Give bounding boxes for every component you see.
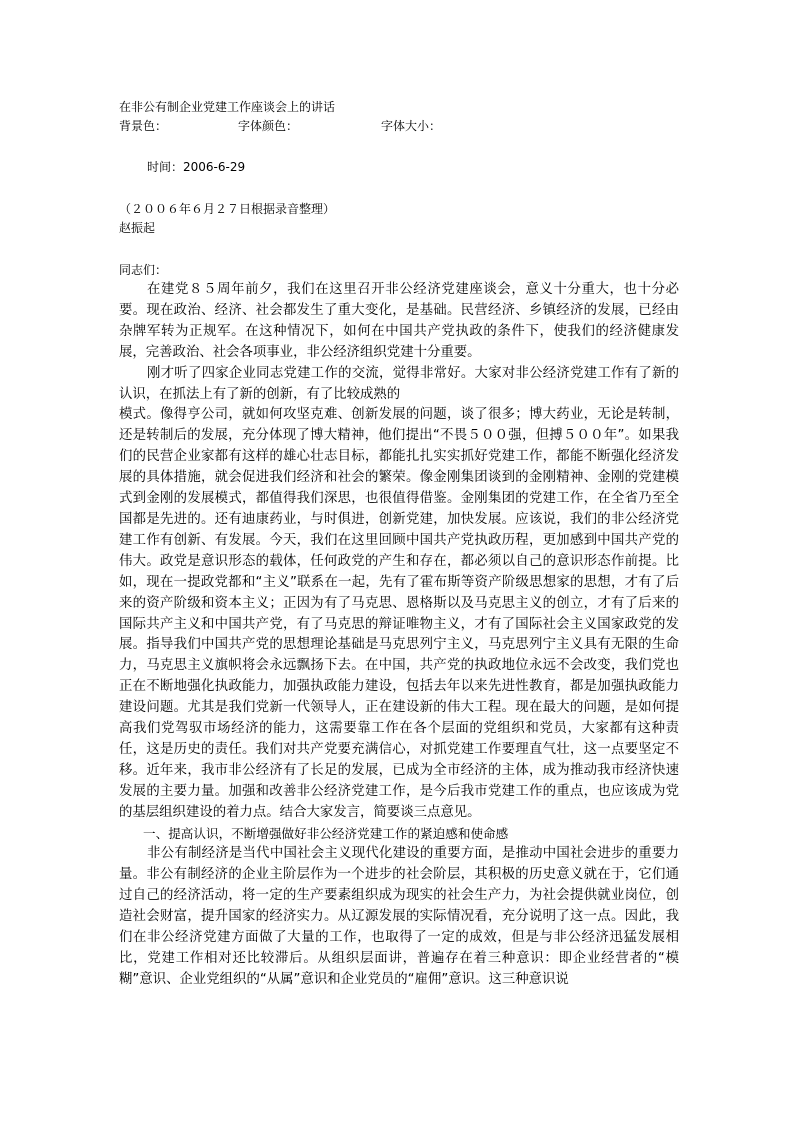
document-title: 在非公有制企业党建工作座谈会上的讲话: [119, 100, 336, 114]
font-color-label[interactable]: 字体颜色：: [238, 119, 299, 133]
recorded-note: （２００６年６月２７日根据录音整理）: [119, 202, 336, 216]
document-page: [119, 98, 679, 991]
display-settings-row: [119, 117, 679, 136]
paragraph-main: 模式。像得亨公司，就如何攻坚克难、创新发展的问题，谈了很多；博大药业，无论是转制，还是转制后的发展，充分体现了博大精神，他们提出“不畏５００强，但搏５００年”。如果我们的民营企业家都有这样的雄心壮志目标，都能扎扎实实抓好党建工作，都能不断强化经济发展的具体措施，就会促进我们经济和社会的繁荣。像金刚集团谈到的金刚精神、金刚的党建模式到金刚的发展模式，都值得我们深思，也很值得借鉴。金刚集团的党建工作，在全省乃至全国都是先进的。还有迪康药业，与时俱进，创新党建，加快发展。应该说，我们的非公经济党建工作有创新、有发展。今天，我们在这里回顾中国共产党执政历程，更加感到中国共产党的伟大。政党是意识形态的载体，任何政党的产生和存在，都必须以自己的意识形态作前提。比如，现在一提政党都和“主义”联系在一起，先有了霍布斯等资产阶级思想家的思想，才有了后来的资产阶级和资本主义；正因为有了马克思、恩格斯以及马克思主义的创立，才有了后来的国际共产主义和中国共产党，有了马克思的辩证唯物主义，才有了国际社会主义国家政党的发展。指导我们中国共产党的思想理论基础是马克思列宁主义，马克思列宁主义具有无限的生命力，马克思主义旗帜将会永远飘扬下去。在中国，共产党的执政地位永远不会改变，我们党也正在不断地强化执政能力，加强执政能力建设，包括去年以来先进性教育，都是加强执政能力建设问题。尤其是我们党新一代领导人，正在建设新的伟大工程。现在最大的问题，是如何提高我们党驾驭市场经济的能力，这需要靠工作在各个层面的党组织和党员，大家都有这种责任，这是历史的责任。我们对共产党要充满信心，对抓党建工作要理直气壮，这一点要坚定不移。近年来，我市非公经济有了长足的发展，已成为全市经济的主体，成为推动我市经济快速发展的主要力量。加强和改善非公经济党建工作，是今后我市党建工作的重点，也应该成为党的基层组织建设的着力点。结合大家发言，简要谈三点意见。: [119, 407, 679, 820]
publish-time: 时间：2006-6-29: [147, 160, 246, 174]
salutation: 同志们：: [119, 263, 168, 277]
section-heading-1: 一、提高认识，不断增强做好非公经济党建工作的紧迫感和使命感: [143, 825, 509, 841]
paragraph-opening: 在建党８５周年前夕，我们在这里召开非公经济党建座谈会，意义十分重大，也十分必要。现在政治、经济、社会都发生了重大变化，是基础。民营经济、乡镇经济的发展，已经由杂牌军转为正规军。在这种情况下，如何在中国共产党执政的条件下，使我们的经济健康发展，完善政治、社会各项事业，非公经济组织党建十分重要。: [119, 282, 679, 360]
font-size-label[interactable]: 字体大小：: [381, 119, 442, 133]
paragraph-section-1: 非公有制经济是当代中国社会主义现代化建设的重要方面，是推动中国社会进步的重要力量。非公有制经济的企业主阶层作为一个进步的社会阶层，其积极的历史意义就在于，它们通过自己的经济活动，将一定的生产要素组织成为现实的社会生产力，为社会提供就业岗位，创造社会财富，提升国家的经济实力。从辽源发展的实际情况看，充分说明了这一点。因此，我们在非公经济党建方面做了大量的工作，也取得了一定的成效，但是与非公经济迅猛发展相比，党建工作相对还比较滞后。从组织层面讲，普遍存在着三种意识：即企业经营者的“模糊”意识、企业党组织的“从属”意识和企业党员的“雇佣”意识。这三种意识说: [119, 846, 679, 987]
paragraph-exchange: 刚才听了四家企业同志党建工作的交流，觉得非常好。大家对非公经济党建工作有了新的认识，在抓法上有了新的创新，有了比较成熟的: [119, 365, 679, 402]
background-color-label[interactable]: 背景色：: [119, 119, 168, 133]
author-name: 赵振起: [119, 221, 156, 235]
